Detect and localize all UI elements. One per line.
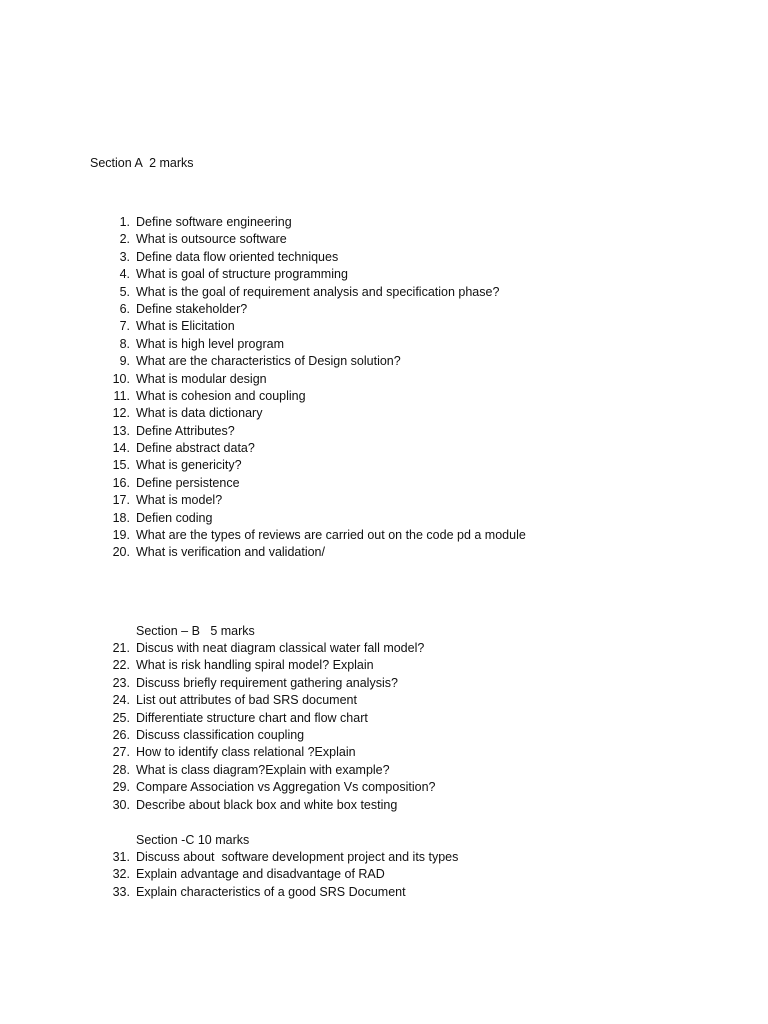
list-item — [0, 266, 768, 283]
list-item — [0, 284, 768, 301]
list-item — [0, 744, 768, 761]
question-number: 22. — [112, 658, 130, 673]
question-number: 10. — [112, 371, 130, 386]
list-item — [0, 727, 768, 744]
question-number: 29. — [112, 780, 130, 795]
question-text: How to identify class relational ?Explain — [136, 745, 356, 760]
question-number: 33. — [112, 884, 130, 899]
question-number: 28. — [112, 762, 130, 777]
section-a-question-list — [0, 214, 768, 562]
question-number: 15. — [112, 458, 130, 473]
question-text: What is Elicitation — [136, 319, 235, 334]
question-text: Define persistence — [136, 475, 240, 490]
question-number: 17. — [112, 493, 130, 508]
list-item — [0, 866, 768, 883]
section-b-heading: Section – B 5 marks — [136, 624, 255, 638]
question-number: 7. — [119, 319, 130, 334]
question-text: Discuss about software development project and its types — [136, 850, 459, 864]
question-text: What is risk handling spiral model? Explain — [136, 658, 374, 673]
list-item — [0, 797, 768, 814]
question-text: Describe about black box and white box testing — [136, 797, 398, 812]
question-number: 16. — [112, 475, 130, 490]
question-text: What is the goal of requirement analysis and specification phase? — [136, 284, 500, 299]
question-text: Define stakeholder? — [136, 301, 248, 316]
question-text: Define data flow oriented techniques — [136, 249, 339, 264]
question-number: 20. — [112, 545, 130, 560]
question-number: 24. — [112, 693, 130, 708]
list-item — [0, 301, 768, 318]
question-text: Explain advantage and disadvantage of RAD — [136, 867, 385, 882]
question-text: What is verification and validation/ — [136, 545, 325, 560]
question-text: Discus with neat diagram classical water fall model? — [136, 641, 425, 655]
list-item — [0, 249, 768, 266]
question-number: 4. — [119, 267, 130, 282]
question-number: 31. — [112, 850, 130, 864]
list-item — [0, 336, 768, 353]
question-number: 21. — [112, 641, 130, 655]
section-b-question-list — [0, 640, 768, 814]
question-text: Discuss classification coupling — [136, 727, 305, 742]
section-c-heading: Section -C 10 marks — [136, 833, 250, 847]
question-number: 30. — [112, 797, 130, 812]
question-text: Compare Association vs Aggregation Vs composition? — [136, 780, 436, 795]
question-text: What is high level program — [136, 336, 284, 351]
question-number: 26. — [112, 727, 130, 742]
question-text: What is genericity? — [136, 458, 242, 473]
question-number: 5. — [119, 284, 130, 299]
question-number: 32. — [112, 867, 130, 882]
list-item — [0, 318, 768, 335]
list-item — [0, 231, 768, 248]
question-text: What is modular design — [136, 371, 267, 386]
list-item — [0, 675, 768, 692]
list-item — [0, 544, 768, 561]
question-number: 23. — [112, 675, 130, 690]
question-number: 3. — [119, 249, 130, 264]
question-text: What are the types of reviews are carried out on the code pd a module — [136, 528, 526, 543]
list-item — [0, 371, 768, 388]
question-number: 1. — [119, 215, 130, 229]
list-item — [0, 492, 768, 509]
list-item — [0, 884, 768, 901]
list-item — [0, 353, 768, 370]
question-number: 2. — [119, 232, 130, 247]
question-text: What is cohesion and coupling — [136, 388, 306, 403]
list-item — [0, 849, 768, 866]
question-number: 8. — [119, 336, 130, 351]
list-item — [0, 657, 768, 674]
question-text: Define software engineering — [136, 215, 292, 229]
question-number: 14. — [112, 441, 130, 456]
question-number: 19. — [112, 528, 130, 543]
question-number: 13. — [112, 423, 130, 438]
question-text: What is outsource software — [136, 232, 287, 247]
list-item — [0, 423, 768, 440]
question-text: Defien coding — [136, 510, 213, 525]
question-text: What is data dictionary — [136, 406, 263, 421]
list-item — [0, 475, 768, 492]
list-item — [0, 527, 768, 544]
question-number: 18. — [112, 510, 130, 525]
list-item — [0, 440, 768, 457]
section-a-heading: Section A 2 marks — [90, 156, 194, 170]
question-number: 27. — [112, 745, 130, 760]
list-item — [0, 762, 768, 779]
question-number: 9. — [119, 354, 130, 369]
question-number: 6. — [119, 301, 130, 316]
question-text: Define abstract data? — [136, 441, 255, 456]
question-text: List out attributes of bad SRS document — [136, 693, 357, 708]
list-item — [0, 692, 768, 709]
list-item — [0, 405, 768, 422]
question-text: What is model? — [136, 493, 223, 508]
question-text: Discuss briefly requirement gathering analysis? — [136, 675, 398, 690]
question-number: 11. — [113, 388, 130, 403]
question-text: What is goal of structure programming — [136, 267, 348, 282]
question-text: What are the characteristics of Design solution? — [136, 354, 401, 369]
question-text: Explain characteristics of a good SRS Document — [136, 884, 406, 899]
list-item — [0, 510, 768, 527]
list-item — [0, 640, 768, 657]
question-number: 12. — [112, 406, 130, 421]
list-item — [0, 214, 768, 231]
question-text: Differentiate structure chart and flow chart — [136, 710, 368, 725]
list-item — [0, 710, 768, 727]
list-item — [0, 388, 768, 405]
list-item — [0, 779, 768, 796]
section-c-question-list — [0, 849, 768, 901]
question-number: 25. — [112, 710, 130, 725]
list-item — [0, 457, 768, 474]
question-text: Define Attributes? — [136, 423, 235, 438]
question-text: What is class diagram?Explain with example? — [136, 762, 390, 777]
